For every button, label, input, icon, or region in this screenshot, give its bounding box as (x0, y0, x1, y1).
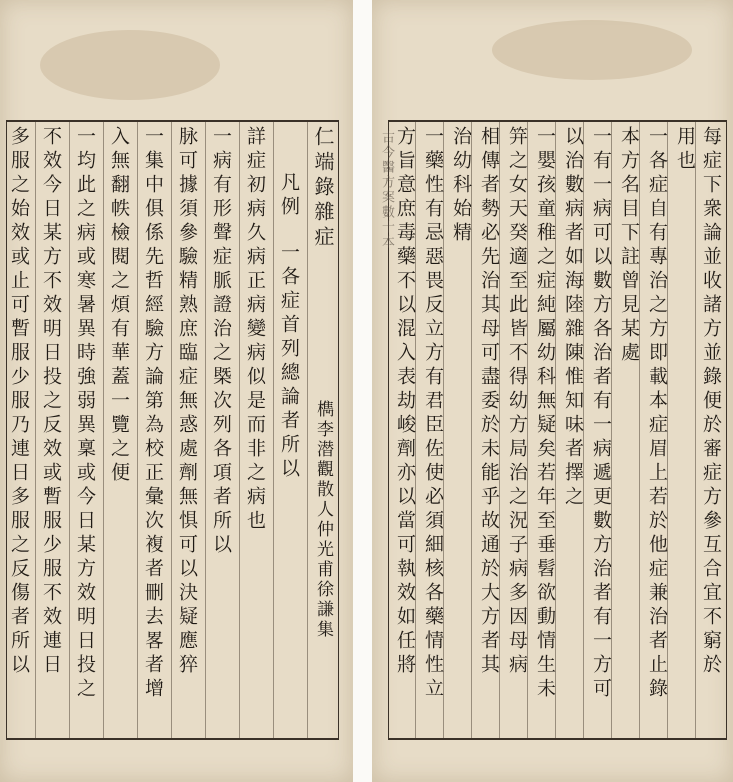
column-rule (273, 122, 274, 738)
left-text-frame (6, 120, 339, 740)
column-rule (307, 122, 308, 738)
text-column: 本方名目下註曾見某處 (618, 126, 640, 366)
text-column: 一集中俱係先哲經驗方論第為校正彙次複者刪去畧者增 (142, 126, 164, 702)
book-title: 仁端錄雜症 (311, 126, 335, 251)
column-rule (137, 122, 138, 738)
text-column: 一各症自有專治之方即載本症眉上若於他症兼治者止錄 (646, 126, 668, 702)
text-column: 治幼科始精 (450, 126, 472, 246)
text-column: 每症下衆論並收諸方並錄便於審症方參互合宜不窮於 (700, 126, 722, 678)
column-rule (103, 122, 104, 738)
right-text-frame (388, 120, 727, 740)
text-column: 入無翻帙檢閱之煩有華蓋一覽之便 (108, 126, 130, 486)
faint-margin-text: 古今醫方案數十本 (379, 130, 394, 250)
column-rule (695, 122, 696, 738)
paper-stain (40, 30, 220, 100)
column-rule (69, 122, 70, 738)
column-rule (171, 122, 172, 738)
text-column: 一均此之病或寒暑異時強弱異稟或今日某方效明日投之 (74, 126, 96, 702)
author-line: 檇李潜觀散人仲光甫徐謙集 (313, 400, 333, 640)
column-rule (239, 122, 240, 738)
paper-stain (492, 20, 692, 80)
left-page (0, 0, 353, 782)
right-page (372, 0, 733, 782)
text-column: 詳症初病久病正病變病似是而非之病也 (244, 126, 266, 534)
text-column: 一嬰孩童稚之症純屬幼科無疑矣若年至垂髫欲動情生未 (534, 126, 556, 702)
page-gutter (353, 0, 372, 782)
text-column: 用也 (674, 126, 696, 174)
section-heading: 凡例 (278, 172, 300, 220)
text-column: 一有一病可以數方各治者有一病遞更數方治者有一方可 (590, 126, 612, 702)
column-rule (35, 122, 36, 738)
text-column: 多服之始效或止可暫服少服乃連日多服之反傷者所以 (8, 126, 30, 678)
text-column: 一病有形聲症脈證治之槩次列各項者所以 (210, 126, 232, 558)
text-column: 相傳者勢必先治其母可盡委於未能乎故通於大方者其 (478, 126, 500, 678)
text-column: 以治數病者如海陸雜陳惟知味者擇之 (562, 126, 584, 510)
text-column: 笄之女天癸適至此皆不得幼方局治之況子病多因母病 (506, 126, 528, 678)
text-column: 脉可據須參驗精熟庶臨症無惑處劑無惧可以決疑應猝 (176, 126, 198, 678)
column-rule (205, 122, 206, 738)
text-column: 方旨意庶毒藥不以混入表劫峻劑亦以當可執效如任將 (394, 126, 416, 678)
text-column: 不效今日某方不效明日投之反效或暫服少服不效連日 (40, 126, 62, 678)
text-column: 一各症首列總論者所以 (278, 242, 300, 482)
text-column: 一藥性有忌惡畏反立方有君臣佐使必須細核各藥情性立 (422, 126, 444, 702)
